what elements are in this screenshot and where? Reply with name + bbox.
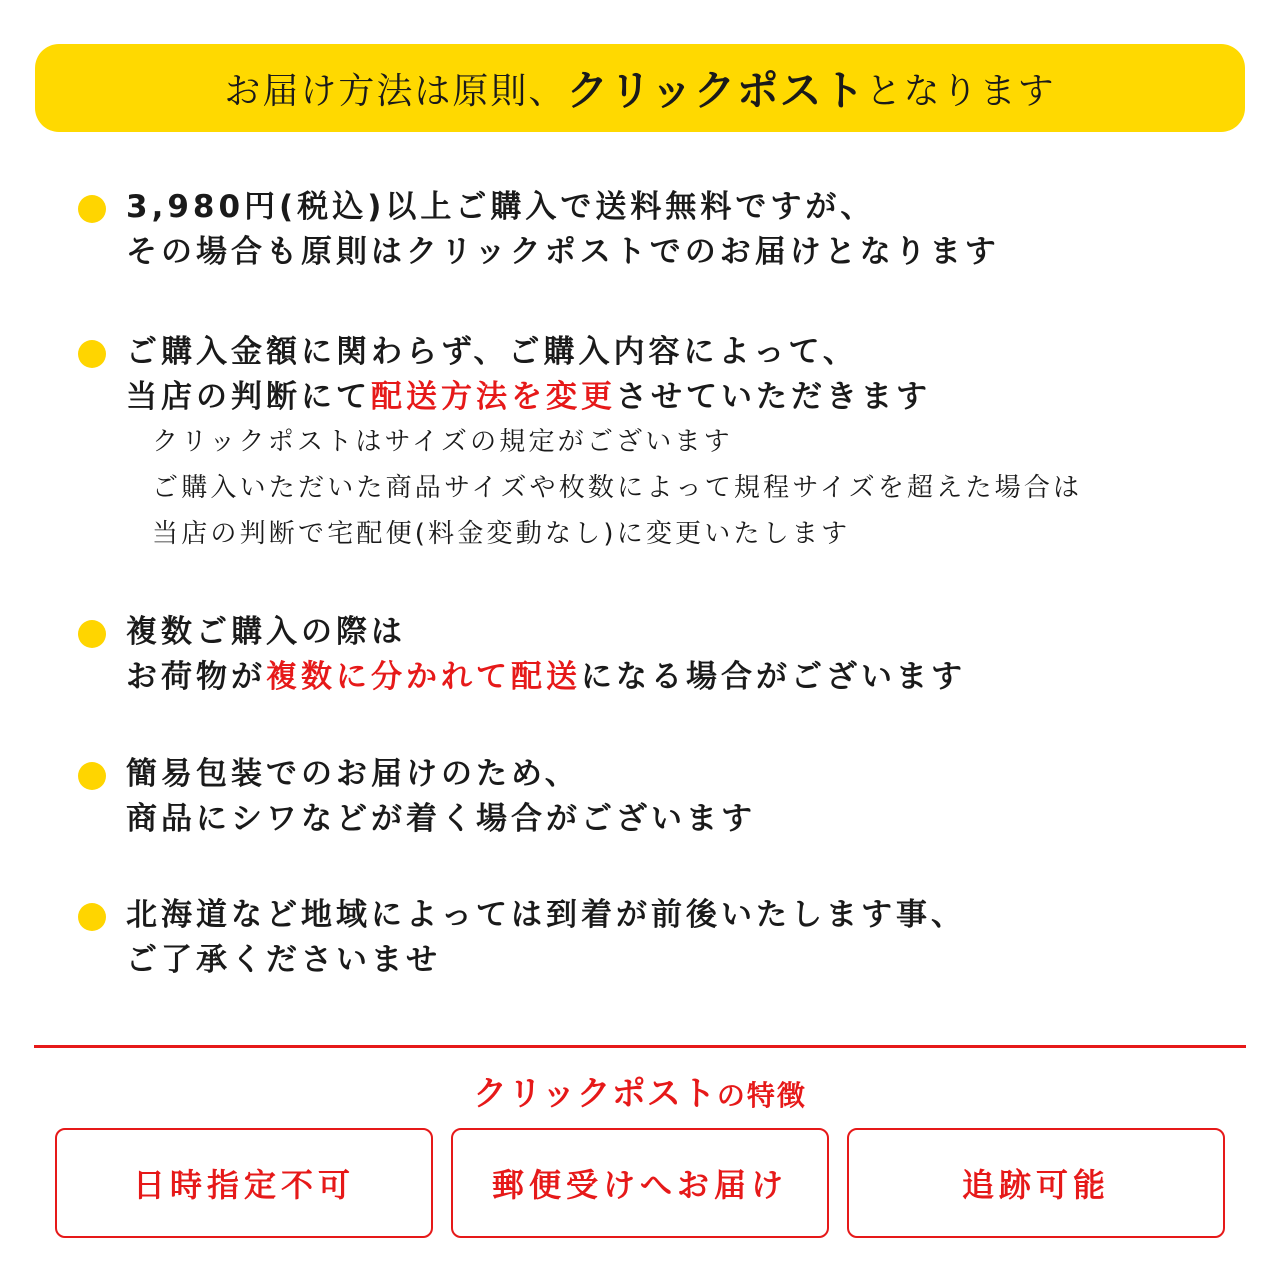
- notice-text: になる場合がございます: [581, 659, 966, 695]
- bullet-dot-icon: [78, 195, 106, 223]
- notice-text: ご購入金額に関わらず、ご購入内容によって、: [126, 334, 858, 370]
- features-title-rest: の特徴: [716, 1079, 807, 1112]
- feature-label: 追跡可能: [961, 1166, 1110, 1204]
- feature-box-tracking: [847, 1128, 1225, 1238]
- notice-line: [126, 752, 580, 796]
- notice-line: [126, 230, 1000, 274]
- banner-text-pre: お届け方法は原則、: [224, 70, 567, 112]
- notice-text: 当店の判断にて: [126, 379, 371, 415]
- bullet-dot-icon: [78, 903, 106, 931]
- notice-text: お荷物が: [126, 659, 266, 695]
- features-title-emph: クリックポスト: [473, 1074, 717, 1114]
- notice-line: [126, 655, 966, 699]
- bullet-dot-icon: [78, 620, 106, 648]
- notice-line: [126, 893, 966, 937]
- bullet-dot-icon: [78, 340, 106, 368]
- notice-text: 複数ご購入の際は: [126, 614, 406, 650]
- notice-subline: クリックポストはサイズの規定がございます: [152, 427, 733, 457]
- notice-line: [126, 797, 756, 841]
- notice-text: 3,980円(税込)以上ご購入で送料無料ですが、: [126, 189, 876, 225]
- feature-label: 郵便受けへお届け: [491, 1166, 788, 1204]
- notice-subline: ご購入いただいた商品サイズや枚数によって規程サイズを超えた場合は: [152, 473, 1083, 503]
- notice-line: [126, 610, 406, 654]
- feature-box-mailbox-delivery: [451, 1128, 829, 1238]
- notice-text: その場合も原則はクリックポストでのお届けとなります: [126, 234, 1000, 270]
- bullet-dot-icon: [78, 762, 106, 790]
- notice-text: ご了承くださいませ: [126, 942, 441, 978]
- notice-subline: 当店の判断で宅配便(料金変動なし)に変更いたします: [152, 519, 851, 549]
- notice-line: [126, 185, 875, 229]
- notice-line: [126, 330, 858, 374]
- notice-text: 北海道など地域によっては到着が前後いたします事、: [126, 897, 966, 933]
- notice-line: [126, 375, 931, 419]
- notice-text: させていただきます: [616, 379, 931, 415]
- highlight-text: 配送方法を変更: [371, 379, 616, 415]
- feature-box-no-date-time: [55, 1128, 433, 1238]
- notice-text: 簡易包装でのお届けのため、: [126, 756, 580, 792]
- highlight-text: 複数に分かれて配送: [266, 659, 581, 695]
- notice-line: [126, 938, 441, 982]
- feature-label: 日時指定不可: [132, 1166, 355, 1204]
- features-title: [0, 1066, 1280, 1115]
- banner-text-emph: クリックポスト: [566, 66, 866, 115]
- banner-text-post: となります: [865, 70, 1056, 112]
- section-divider: [34, 1045, 1246, 1048]
- notice-text: 商品にシワなどが着く場合がございます: [126, 801, 756, 837]
